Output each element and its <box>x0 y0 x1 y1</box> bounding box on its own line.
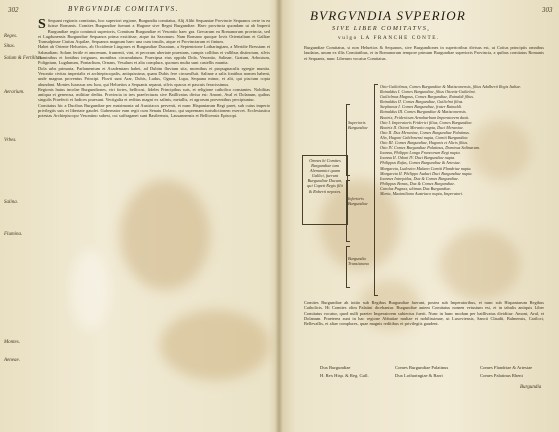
genealogy-entry: Alix, Hugoni Cabilonensi nupta, Comiti Burgundiae. <box>380 134 469 140</box>
genealogy-entry: Stephanus I. Comes Burgundiae, frater Rainaldi. <box>380 104 462 110</box>
right-page <box>280 0 559 432</box>
intro-text <box>304 45 544 79</box>
bracket-label: Inferioris Burgundiae <box>348 196 368 206</box>
margin-note: Solum & Fertilitas. <box>4 56 43 61</box>
genealogy-box <box>302 155 348 225</box>
genealogy-list <box>380 84 552 294</box>
brace <box>346 104 350 176</box>
bracket-label: Superioris Burgundiae <box>348 120 368 130</box>
genealogy-entry: Beatrix, Fridericum Aenobarbum Imperatorem duxit. <box>380 114 470 120</box>
genealogy-entry: Otto IV. Comes Burgundiae Palatinus, Dominus Salinarum. <box>380 145 480 151</box>
genealogy-entry: Otto II. Dux Meraniae, Comes Burgundiae Palatinus. <box>380 129 470 135</box>
genealogy-entry: Rainaldus I. Comes Burgundiae, filius Ottonis-Guilielmi. <box>380 89 476 95</box>
signature: Dux Lotharingiae & Barri <box>395 373 443 378</box>
margin-note: Reges. <box>4 34 18 39</box>
genealogy-entry: Margareta II. Philippo Audaci Duci Burgundiae nupta. <box>380 170 473 176</box>
signature: Dux Burgundiae <box>320 365 351 370</box>
signature: H. Rex Hisp. & Reg. Gall. <box>320 373 369 378</box>
genealogy-entry: Ioanna II. Odoni IV. Duci Burgundiae nupta. <box>380 155 456 161</box>
genealogy-entry: Guilielmus Magnus, Comes Burgundiae, Rainaldi filius. <box>380 94 475 100</box>
margin-note: Aeneae. <box>4 358 20 363</box>
genealogy-entry: Otto-Guilielmus, Comes Burgundiae & Matisconensis, filius Adalberti Regis Italiae. <box>380 84 522 89</box>
page-number: 303 <box>542 6 553 14</box>
margin-note: Montes. <box>4 340 20 345</box>
brace <box>374 84 378 296</box>
genealogy-entry: Beatrix II. Ottoni Meranio nupta, Duci Meraniae. <box>380 124 464 130</box>
page-title: BVRGVNDIA SVPERIOR <box>310 8 467 23</box>
margin-note: Salina. <box>4 200 19 205</box>
left-page <box>0 0 278 432</box>
page-number: 302 <box>8 6 19 14</box>
margin-notes <box>4 0 43 432</box>
box-text: Omnes hi Comites Burgundiae tam Alemannici quam Gallici, fuerunt Burgundiae Ducum, qui Capeti Regis filii & Roberti nepotes. <box>307 158 343 194</box>
paragraph: S Sequani regionis comitatus, hoc superiori regione, Burgundia comitatus, Alij Alibi Sequaniae Provincie Sequanos certe in ea fuisse Romanis. Comites Burgundiae fuerunt a Hugone sive Regni Burgundiae. Haec provincia quondam ut ab Imperii Burgundiae regio continuit superioris, Comitum Burgundiae et Vesontio haec gra. Grecarum ea Romanorum provincia, sed et Lugdunensis Burgundiae Sequanos prima exstitisse, atque ita Saxonum. Nam Romano quoque Iovis Orientalium et Galliae Transalpinae Ciuitas Aquilae, Sequanos magnum haec una cum insulis, atque et Provinciarum et finium. <box>38 18 270 45</box>
paragraph: Comitatus hic a Ducibus Burgundiae per matrimonia ad Austriacos pervenit, et nunc Hispaniarum Regi paret, sub cuius imperio privilegiis suis et libertate gaudet. Gubernator eam regit cum Senatu Dolano, qui supremam iurisdictionem exercet. Ecclesiastica potestas Archiepiscopo Vesontino subest, cui suffraganei sunt Basileensis, Lausannensis et Bellicensis Episcopi. <box>38 102 270 119</box>
genealogy-entry: Rainaldus II. Comes Burgundiae, Guilielmi filius. <box>380 99 464 105</box>
genealogy-entry: Philippus Bonus, Dux & Comes Burgundiae. <box>380 180 456 186</box>
lower-text <box>304 300 544 360</box>
page-subtitle-vernacular: vulgo LA FRANCHE CONTE. <box>338 35 440 41</box>
brace <box>346 180 350 242</box>
margin-note: Aerarium. <box>4 90 25 95</box>
genealogy-entry: Otto I. Imperatoris Friderici filius, Comes Burgundiae. <box>380 119 473 125</box>
brace <box>346 246 350 288</box>
body-text <box>38 18 270 378</box>
paragraph: Regionis huius incolae Burgundiones, viri fortes, bellicosi, fideles Principibus suis, et religione catholica constantes. Nobilitas antiqua et generosa, militiae dedita. Provincia in tres praefecturas sive Baillivatus divisa est: Amont, Aval et Dolanum, quibus singulis Praefecti et Iudices praesunt. Vectigalia et reditus magni ex salinis, metallis, et agrorum proventibus percipiuntur. <box>38 86 270 103</box>
paragraph: Habet ab Oriente Heluetios, ab Occidente Lingones et Burgundiae Ducatum, a Septentrione Lotharingiam, a Meridie Bressiam et Sabaudiam. Solum fertile et amoenum, frumenti, vini, et pecorum ubertate praestans, campis collibus et vallibus distinctum, silvis fluminibus et fontibus irriguum, montibus circumdatum. Praecipua eius oppida Dola, Vesontio, Salinae, Gratum, Arbosium, Polignium, Lugdunum, Pontarlium, Ornans, Vesulum et alia complura, quorum multa sunt castellis munita. <box>38 44 270 66</box>
page-subtitle: SIVE LIBER COMITATVS, <box>332 25 431 32</box>
running-head: BVRGVNDIÆ COMITATVS. <box>68 5 179 13</box>
margin-note: Situs. <box>4 44 15 49</box>
paragraph: Burgundiae Comitatus, si non Heluetios & Sequanos, sive Burgundiones in superioribus divisus est, ut Coitus principiis omnibus laudatus, unum ex illis Comitatibus, et in Romanorum tempore primum Burgundiae superioris Provincia, a quibus comitatus Romanis et Sequanis, nunc Liberum vocatur Comitatus. <box>304 45 544 61</box>
genealogy-entry: Ioanna, Philippo Longo Francorum Regi nupta. <box>380 150 461 156</box>
genealogy-entry: Maria, Maximiliano Austriaco nupta, Imperatori. <box>380 190 464 196</box>
signature: Comes Flandriae & Artesiae <box>480 365 533 370</box>
paragraph: Comites Burgundiae ab initio sub Regibus Burgundiae fuerunt, postea sub Imperatoribus, et nunc sub Hispaniarum Regibus Catholicis. Hi Comites olim Palatini dicebantur. Burgundiae autem Comitatus nomen vetustum est, et in tabulis antiquis Liber Comitatus vocatur, quod nulli praeter Imperatorem subiectus fuerit. Nunc in hunc modum per baillivatus dividitur: Amont, Aval, et Dolanum. Praeterea sunt in hac regione Abbatiae multae et nobilissimae, ut Luxoviensis, Sancti Claudii, Balmensis, Cariloci, Bellevallis, et aliae complures, quae magnis reditibus et privilegiis gaudent. <box>304 300 544 327</box>
bracket-label: Burgundia Transiurana <box>348 256 369 266</box>
genealogy-entry: Philippus Rufus, Comes Burgundiae & Artesiae. <box>380 160 462 166</box>
paragraph: Dola urbs primaria, Parlamentum et Academiam habet, ad Dubim fluvium sita, moenibus et propugnaculis egregie munita. Vesontio civitas imperialis et archiepiscopalis, antiquissima, quam Dubis fere circumfluit. Salinae a salis fontibus nomen habent, unde magnus proventus Principi. Fluvii sunt Arar, Dubis, Ludus, Ognon, Lupa, Sequana minor, et alii, qui piscium copia abundant. Montes Iurassus seu Iura, qui Heluetios a Sequanis separat, silvis opacus et pascuis feracissimus. <box>38 65 270 87</box>
signature: Comes Palatinus Rheni <box>480 373 523 378</box>
genealogy-entry: Ioannes Intrepidus, Dux & Comes Burgundiae. <box>380 175 459 181</box>
signature: Comes Burgundiae Palatinus <box>395 365 449 370</box>
genealogy-entry: Margareta, Ludovico Malano Comiti Flandriae nupta. <box>380 165 472 171</box>
catchword: Burgundia <box>520 385 542 390</box>
margin-note: Vrbes. <box>4 138 17 143</box>
margin-note: Flumina. <box>4 232 23 237</box>
genealogy-entry: Carolus Pugnax, ultimus Dux Burgundiae. <box>380 185 452 191</box>
genealogy-entry: Otto III. Comes Burgundiae, Hugonis et Alicis filius. <box>380 140 469 146</box>
genealogy-entry: Rainaldus III. Comes Burgundiae & Matisconensis. <box>380 109 467 115</box>
